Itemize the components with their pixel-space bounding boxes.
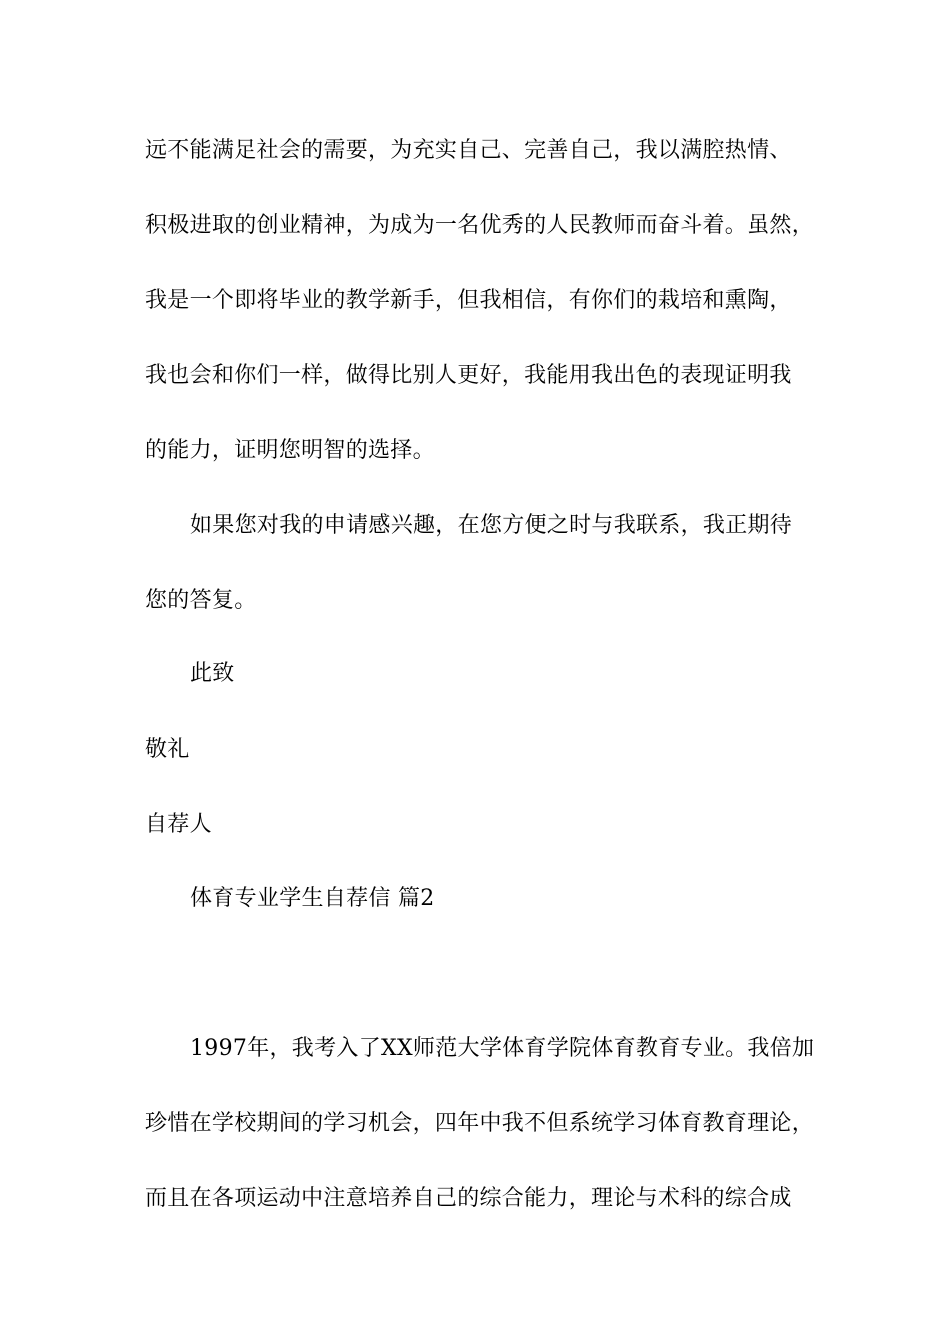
paragraph-line: 我是一个即将毕业的教学新手，但我相信，有你们的栽培和熏陶， xyxy=(145,288,792,313)
paragraph-line: 而且在各项运动中注意培养自己的综合能力，理论与术科的综合成 xyxy=(145,1186,792,1211)
closing-regards: 敬礼 xyxy=(145,737,190,762)
paragraph-line: 积极进取的创业精神，为成为一名优秀的人民教师而奋斗着。虽然， xyxy=(145,213,815,238)
paragraph-line: 的能力，证明您明智的选择。 xyxy=(145,438,435,463)
paragraph-line: 如果您对我的申请感兴趣，在您方便之时与我联系，我正期待 xyxy=(190,513,793,538)
paragraph-line: 远不能满足社会的需要，为充实自己、完善自己，我以满腔热情、 xyxy=(145,138,792,163)
paragraph-line: 1997年，我考入了XX师范大学体育学院体育教育专业。我倍加 xyxy=(190,1036,815,1061)
section-heading: 体育专业学生自荐信 篇2 xyxy=(190,886,435,911)
paragraph-line: 您的答复。 xyxy=(145,588,257,613)
paragraph-line: 我也会和你们一样，做得比别人更好，我能用我出色的表现证明我 xyxy=(145,363,792,388)
closing-salutation: 此致 xyxy=(190,661,235,686)
paragraph-line: 珍惜在学校期间的学习机会，四年中我不但系统学习体育教育理论， xyxy=(145,1111,815,1136)
signature-label: 自荐人 xyxy=(145,812,212,837)
